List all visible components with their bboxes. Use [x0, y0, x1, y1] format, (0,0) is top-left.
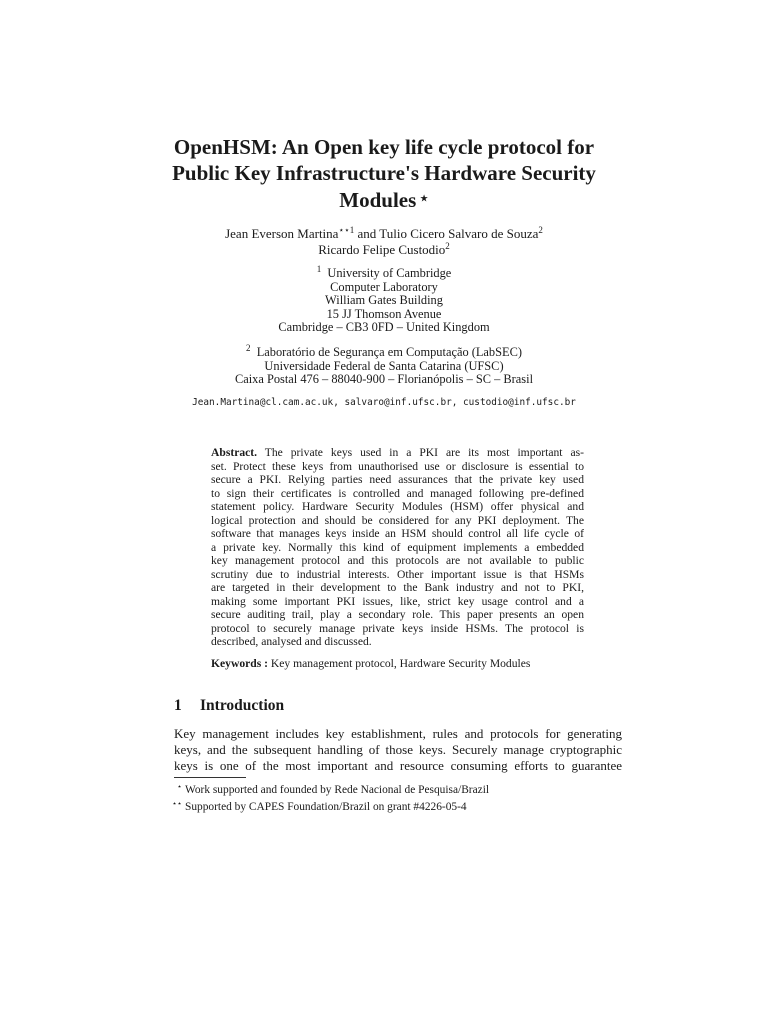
affiliation-1-line: William Gates Building — [325, 293, 443, 307]
affiliation-2-mark: 2 — [246, 343, 251, 353]
affiliation-1-line: 15 JJ Thomson Avenue — [326, 306, 442, 321]
author-2-name: Tulio Cicero Salvaro de Souza — [379, 226, 539, 241]
abstract-line: secure auditing trail, play a secondary role. This paper presents an open — [211, 608, 584, 621]
section-number: 1 — [174, 697, 182, 714]
abstract-line: secure a PKI. Relying parties need assurances that the private key used — [211, 473, 584, 486]
affiliation-2-line: Caixa Postal 476 – 88040-900 – Florianópolis – SC – Brasil — [234, 372, 534, 386]
title-line-3-text: Modules — [339, 188, 417, 212]
author-1-name: Jean Everson Martina — [225, 226, 339, 241]
footnote-divider — [174, 777, 246, 778]
footnote-mark: ⋆⋆ — [172, 799, 183, 808]
affiliation-1-mark: 1 — [316, 264, 322, 274]
footnote-text: Supported by CAPES Foundation/Brazil on grant #4226-05-4 — [185, 801, 467, 813]
section-title: Introduction — [200, 697, 285, 714]
section-heading — [174, 697, 284, 715]
abstract-line: set. Protect these keys from unauthorised use or disclosure is essential to — [211, 459, 584, 473]
abstract-line: described, analysed and discussed. — [211, 635, 372, 648]
title-footnote-mark: ⋆ — [419, 191, 429, 207]
abstract-line — [211, 446, 584, 460]
affiliation-1-line: Computer Laboratory — [330, 279, 438, 294]
abstract-line: statement policy. Hardware Security Modules (HSM) offer physical and — [211, 500, 584, 513]
abstract-label: Abstract. — [211, 446, 258, 459]
abstract-line: scrutiny due to industrial interests. Other important issue is that HSMs — [211, 567, 584, 581]
affiliation-1-line: Cambridge – CB3 0FD – United Kingdom — [278, 320, 490, 334]
keywords-text: Key management protocol, Hardware Security Modules — [270, 657, 531, 670]
paper-title — [160, 134, 608, 213]
footnotes — [172, 780, 489, 814]
paragraph-line: keys, and the subsequent handling of those keys. Securely manage cryptographic — [174, 742, 622, 757]
author-1-marks: ⋆⋆1 — [338, 225, 355, 235]
keywords-label: Keywords : — [211, 657, 268, 670]
author-conjunction: and — [357, 226, 377, 241]
authors-line-1 — [150, 226, 618, 242]
abstract-line: protocol to securely manage private keys inside HSMs. The protocol is — [211, 621, 584, 635]
affiliation-1 — [150, 264, 618, 335]
footnote-mark: ⋆ — [176, 782, 182, 791]
affiliation-2-institution: Laboratório de Segurança em Computação (LabSEC) — [256, 345, 522, 359]
affiliation-2-line — [150, 343, 618, 360]
footnote-text: Work supported and founded by Rede Nacional de Pesquisa/Brazil — [185, 784, 490, 796]
author-3-name: Ricardo Felipe Custodio — [318, 242, 446, 257]
affiliation-1-institution: University of Cambridge — [327, 266, 452, 280]
affiliation-2-line: Universidade Federal de Santa Catarina (UFSC) — [264, 358, 504, 373]
abstract-line: making some important PKI issues, like, strict key usage control and a — [211, 594, 584, 608]
abstract — [211, 446, 584, 649]
abstract-line: to sign their certificates is controlled and managed following pre-defined — [211, 486, 584, 500]
abstract-first-line: The private keys used in a PKI are its most important as- — [264, 446, 584, 459]
footnote — [172, 797, 489, 814]
abstract-line: logical protection and should be considered for any PKI deployment. The — [211, 513, 584, 527]
author-3-mark: 2 — [445, 241, 450, 251]
paragraph-line: Key management includes key establishment, rules and protocols for generating — [174, 726, 622, 741]
affiliation-1-line — [150, 264, 618, 281]
introduction-paragraph — [174, 726, 622, 774]
abstract-line: key management protocol and this protocols are not available to public — [211, 554, 584, 567]
author-emails: Jean.Martina@cl.cam.ac.uk, salvaro@inf.ufsc.br, custodio@inf.ufsc.br — [192, 397, 576, 408]
author-2-mark: 2 — [538, 225, 543, 235]
authors-line-2 — [150, 242, 618, 258]
affiliation-2 — [150, 343, 618, 387]
keywords — [211, 657, 584, 670]
abstract-line: software that manages keys inside an HSM should control all life cycle of — [211, 527, 584, 540]
paragraph-line: keys is one of the most important and resource consuming efforts to guarantee — [174, 758, 622, 773]
title-line-3 — [160, 186, 608, 213]
abstract-line: are targeted in their development to the Bank industry and not to PKI, — [211, 581, 584, 594]
title-line-2: Public Key Infrastructure's Hardware Security — [172, 161, 596, 185]
author-list — [150, 226, 618, 258]
footnote — [172, 780, 489, 797]
abstract-line: a private key. Normally this kind of equipment implements a embedded — [211, 540, 584, 554]
title-line-1: OpenHSM: An Open key life cycle protocol for — [173, 135, 595, 159]
